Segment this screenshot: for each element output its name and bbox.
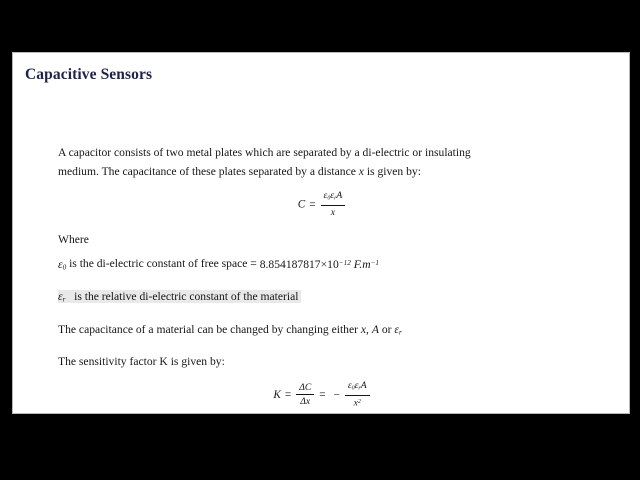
equation-1-denominator: x: [330, 207, 336, 219]
slide-page: [12, 52, 630, 414]
equation-2-fraction-1: [296, 382, 314, 407]
epsilon-r-highlight: [58, 290, 301, 303]
equation-2-denominator-1: Δx: [300, 396, 311, 408]
where-label: Where: [58, 233, 89, 247]
epsilon-zero-symbol: $\varepsilon_0$: [58, 257, 67, 272]
capacitance-change-line: [58, 320, 586, 343]
change-var-a: A: [371, 322, 379, 336]
paragraph-1-line-1: A capacitor consists of two metal plates which are separated by a di-electric or insulating: [58, 146, 471, 159]
sensitivity-line: The sensitivity factor K is given by:: [58, 355, 225, 369]
epsilon-r-text: is the relative di-electric constant of the material: [74, 290, 299, 304]
equation-2-equals-2: =: [319, 389, 326, 402]
equation-2-denominator-2: $x^2$: [353, 398, 361, 410]
equation-2-minus: −: [333, 389, 340, 402]
change-var-epsilon-r: $\varepsilon_r$: [394, 322, 402, 337]
paragraph-1-line-2-a: medium. The capacitance of these plates separated by a distance: [58, 165, 359, 178]
equation-2-equals-1: =: [284, 389, 292, 402]
equation-1-fraction: [321, 190, 346, 218]
equation-1-equals: =: [309, 198, 316, 211]
epsilon-zero-units: $F.m^{-1}$: [353, 257, 380, 271]
paragraph-capacitor-definition: [58, 143, 586, 181]
equation-1-numerator: $\varepsilon_0\varepsilon_rA$: [321, 190, 346, 206]
slide-body: [58, 143, 586, 414]
epsilon-zero-value: $8.854187817\times 10^{-12}$: [259, 257, 351, 271]
equation-2-numerator-2: $\varepsilon_0\varepsilon_rA$: [345, 380, 370, 396]
equation-2-fraction-2: [345, 380, 370, 409]
change-line-text-a: The capacitance of a material can be changed by changing either: [58, 322, 361, 336]
change-line-comma: ,: [366, 322, 372, 336]
variable-x: x: [358, 165, 364, 178]
equation-1-math: [298, 191, 347, 219]
epsilon-zero-text: is the di-electric constant of free space =: [66, 257, 260, 271]
equation-2-lhs: K: [273, 389, 281, 402]
equation-2-numerator-1: ΔC: [296, 382, 314, 395]
equation-sensitivity: [58, 381, 586, 410]
change-var-x: x: [360, 322, 367, 336]
epsilon-r-definition: [58, 287, 586, 310]
epsilon-zero-definition: [58, 253, 586, 277]
equation-2-math: [273, 381, 370, 410]
equation-1-lhs: C: [297, 198, 306, 211]
page-title: Capacitive Sensors: [25, 66, 153, 83]
paragraph-1-line-2-b: is given by:: [363, 165, 421, 178]
equation-capacitance: [58, 191, 586, 219]
epsilon-r-symbol: $\varepsilon_r$: [58, 290, 66, 304]
change-line-text-b: or: [378, 322, 395, 336]
